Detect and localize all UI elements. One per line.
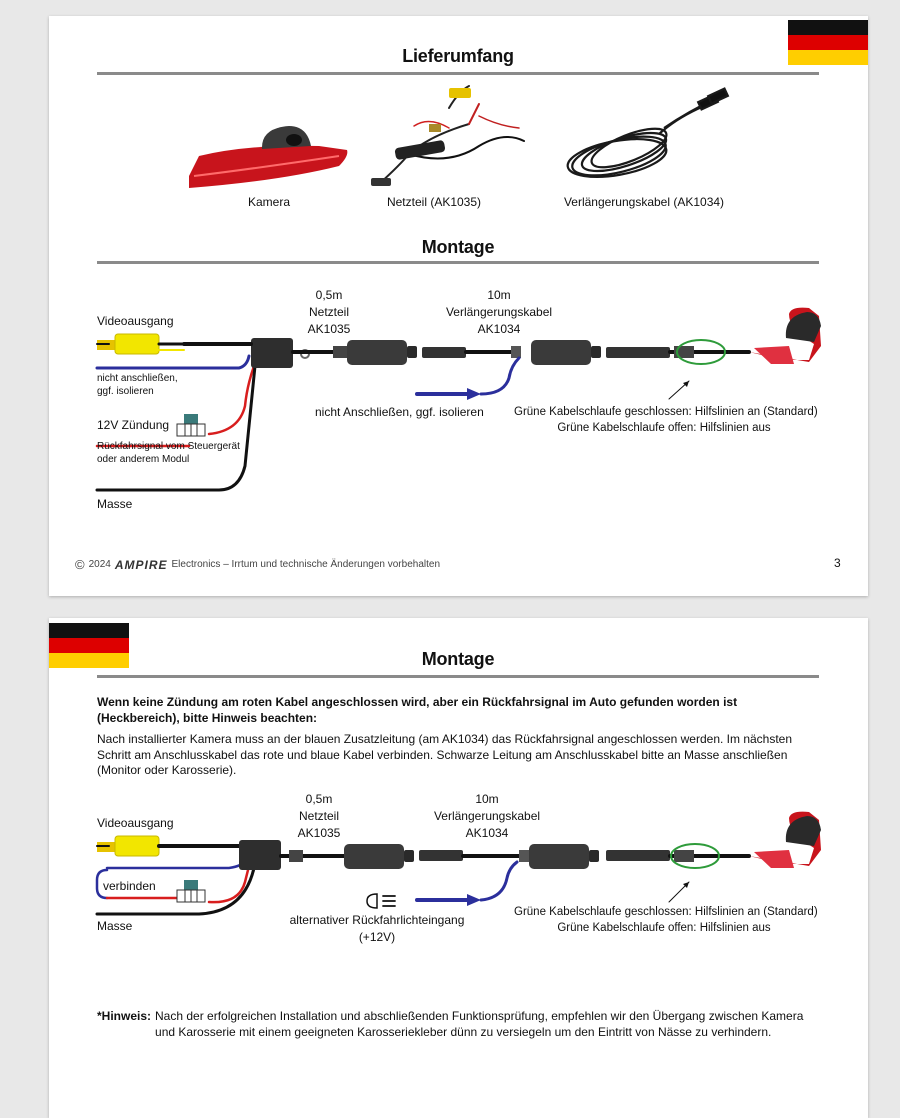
item-label-verlaengerungskabel: Verlängerungskabel (AK1034) [563, 195, 725, 209]
hinweis-text: Nach der erfolgreichen Installation und abschließenden Funktionsprüfung, empfehlen wir den Übergang zwischen Kamera und Karosserie mit einem geeigneten Karosseriekleber dünn zu versiegeln um den Eintritt von Nässe zu verhindern. [155, 1009, 804, 1039]
section-title-lieferumfang: Lieferumfang [402, 46, 514, 66]
loop-note-2: Grüne Kabelschlaufe offen: Hilfslinien aus [557, 922, 771, 934]
label-videoausgang: Videoausgang [97, 314, 174, 328]
netzteil-line-1: 0,5m [305, 792, 333, 806]
verl-line-1: 10m [487, 288, 511, 302]
alt-input-line-2: (+12V) [358, 930, 396, 944]
netzteil-line-1: 0,5m [315, 288, 343, 302]
copyright-icon: © [75, 557, 85, 572]
item-label-kamera: Kamera [247, 195, 291, 209]
label-nicht-anschliessen: nicht Anschließen, ggf. isolieren [315, 405, 484, 419]
hinweis-block [97, 1008, 819, 1040]
label-zuendung: 12V Zündung [97, 418, 170, 432]
bold-note: Wenn keine Zündung am roten Kabel angeschlossen wird, aber ein Rückfahrsignal im Auto gefunden worden ist (Heckbereich), bitte Hinweis beachten: [97, 695, 738, 725]
section-title-montage: Montage [421, 649, 495, 669]
verl-line-2: Verlängerungskabel [433, 809, 541, 823]
verl-line-2: Verlängerungskabel [445, 305, 553, 319]
manual-page-3 [49, 16, 868, 596]
netzteil-line-2: Netzteil [308, 305, 349, 319]
netzteil-line-3: AK1035 [307, 322, 351, 336]
label-nicht-anschliessen-2: ggf. isolieren [97, 386, 154, 397]
page-number: 3 [834, 556, 841, 570]
footer-text: Electronics – Irrtum und technische Änderungen vorbehalten [171, 559, 441, 570]
instruction-paragraph: Nach installierter Kamera muss an der blauen Zusatzleitung (am AK1034) das Rückfahrsignal angeschlossen werden. Im nächsten Schritt am Anschlusskabel das rote und blaue Kabel verbinden. Schwarze Leitung am Anschlusskabel bitte an Masse anschließen (Monitor oder Karosserie). [97, 732, 793, 777]
alt-input-line-1: alternativer Rückfahrlichteingang [289, 913, 465, 927]
label-rueckfahrsignal-2: oder anderem Modul [97, 454, 190, 465]
label-masse: Masse [97, 497, 133, 511]
label-verbinden: verbinden [103, 879, 156, 893]
netzteil-line-3: AK1035 [297, 826, 341, 840]
item-label-netzteil: Netzteil (AK1035) [386, 195, 482, 209]
manual-page-4 [49, 618, 868, 1118]
verl-line-3: AK1034 [465, 826, 509, 840]
loop-note-1: Grüne Kabelschlaufe geschlossen: Hilfslinien an (Standard) [514, 906, 818, 918]
label-nicht-anschliessen-1: nicht anschließen, [97, 373, 178, 384]
label-videoausgang: Videoausgang [97, 816, 174, 830]
hinweis-label: *Hinweis: [97, 1009, 152, 1023]
page-footer [75, 557, 440, 572]
loop-note-1: Grüne Kabelschlaufe geschlossen: Hilfslinien an (Standard) [514, 406, 818, 418]
wiring-diagram-2 [49, 618, 868, 1118]
label-masse: Masse [97, 919, 133, 933]
netzteil-line-2: Netzteil [298, 809, 339, 823]
loop-note-2: Grüne Kabelschlaufe offen: Hilfslinien aus [557, 422, 771, 434]
verl-line-3: AK1034 [477, 322, 521, 336]
ampire-logo: AMPIRE [114, 557, 168, 572]
section-title-montage: Montage [421, 237, 495, 257]
label-rueckfahrsignal-1: Rückfahrsignal vom Steuergerät [97, 441, 240, 452]
copyright-year: 2024 [88, 559, 111, 570]
verl-line-1: 10m [475, 792, 499, 806]
